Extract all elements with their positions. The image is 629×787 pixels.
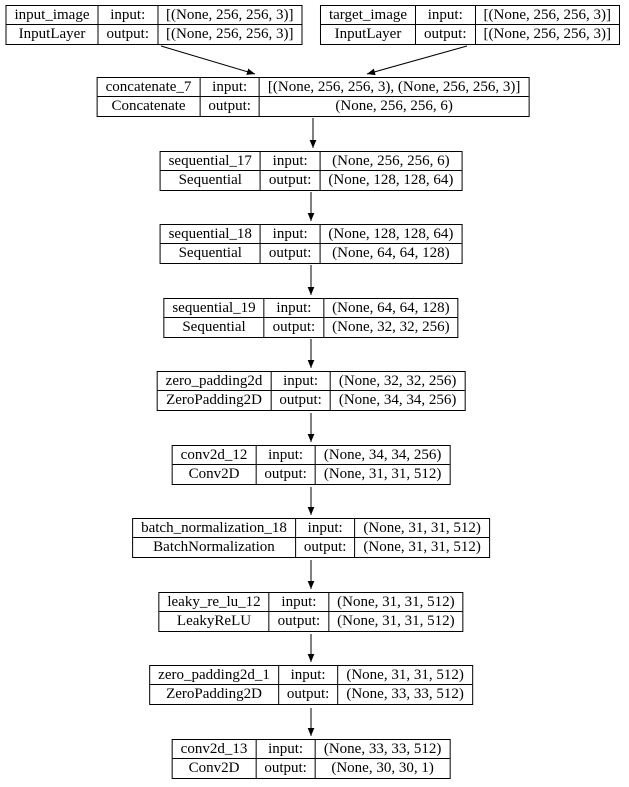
node-concatenate-7: [97, 77, 530, 117]
output-shape: (None, 32, 32, 256): [332, 319, 450, 335]
input-label: input:: [271, 372, 331, 391]
input-shape: (None, 128, 128, 64): [320, 225, 461, 244]
input-label: input:: [270, 593, 330, 612]
output-label: output:: [200, 97, 260, 116]
layer-class: InputLayer: [7, 25, 99, 44]
input-label: input:: [261, 225, 321, 244]
input-shape: (None, 31, 31, 512): [355, 519, 488, 538]
output-label: output:: [99, 25, 159, 44]
input-label: input:: [99, 6, 159, 25]
output-label: output:: [261, 171, 321, 190]
edge-target-image-to-concatenate: [367, 46, 467, 74]
layer-name: conv2d_13: [173, 740, 257, 759]
layer-name: target_image: [321, 6, 416, 25]
input-label: input:: [416, 6, 476, 25]
output-shape: (None, 30, 30, 1): [331, 760, 434, 776]
output-shape: (None, 34, 34, 256): [338, 392, 457, 408]
input-shape: (None, 64, 64, 128): [324, 299, 457, 318]
input-shape: (None, 34, 34, 256): [316, 446, 449, 465]
input-label: input:: [256, 446, 316, 465]
layer-class: Conv2D: [173, 759, 257, 778]
node-batch-normalization-18: [132, 518, 490, 558]
input-label: input:: [256, 740, 316, 759]
layer-class: ZeroPadding2D: [158, 391, 272, 410]
input-shape: (None, 31, 31, 512): [329, 593, 462, 612]
node-conv2d-13: [172, 739, 451, 779]
output-shape: (None, 31, 31, 512): [363, 539, 481, 555]
output-shape: (None, 31, 31, 512): [323, 466, 442, 482]
output-shape: [(None, 256, 256, 3)]: [483, 26, 612, 42]
node-input-image: [6, 5, 303, 45]
layer-class: InputLayer: [321, 25, 416, 44]
output-shape: [(None, 256, 256, 3)]: [166, 26, 294, 42]
layer-class: LeakyReLU: [159, 612, 269, 631]
node-sequential-19: [163, 298, 458, 338]
layer-name: input_image: [7, 6, 99, 25]
layer-name: zero_padding2d_1: [150, 666, 279, 685]
node-target-image: [320, 5, 620, 45]
node-zero-padding2d: [157, 371, 466, 411]
input-label: input:: [279, 666, 339, 685]
layer-name: sequential_18: [161, 225, 261, 244]
node-zero-padding2d-1: [149, 665, 473, 705]
edge-input-image-to-concatenate: [161, 46, 255, 74]
input-shape: [(None, 256, 256, 3)]: [158, 6, 301, 25]
output-shape: (None, 128, 128, 64): [328, 172, 454, 188]
output-label: output:: [416, 25, 476, 44]
output-label: output:: [261, 244, 321, 263]
output-label: output:: [256, 465, 316, 484]
input-shape: (None, 32, 32, 256): [331, 372, 464, 391]
output-shape: (None, 33, 33, 512): [346, 686, 464, 702]
layer-class: Concatenate: [98, 97, 201, 116]
output-shape: (None, 64, 64, 128): [332, 245, 450, 261]
layer-name: leaky_re_lu_12: [159, 593, 269, 612]
output-label: output:: [256, 759, 316, 778]
node-leaky-re-lu-12: [158, 592, 463, 632]
node-sequential-18: [160, 224, 463, 264]
output-label: output:: [296, 538, 356, 557]
layer-name: sequential_17: [161, 152, 261, 171]
output-label: output:: [265, 318, 325, 337]
output-shape: (None, 256, 256, 6): [335, 98, 453, 114]
output-label: output:: [271, 391, 331, 410]
input-shape: [(None, 256, 256, 3)]: [476, 6, 619, 25]
input-shape: (None, 33, 33, 512): [316, 740, 449, 759]
output-label: output:: [270, 612, 330, 631]
input-shape: (None, 31, 31, 512): [338, 666, 471, 685]
layer-class: Sequential: [161, 171, 261, 190]
input-shape: (None, 256, 256, 6): [320, 152, 461, 171]
layer-name: conv2d_12: [173, 446, 257, 465]
layer-name: sequential_19: [164, 299, 264, 318]
layer-class: ZeroPadding2D: [150, 685, 279, 704]
layer-name: batch_normalization_18: [133, 519, 296, 538]
layer-class: Sequential: [161, 244, 261, 263]
layer-class: Conv2D: [173, 465, 257, 484]
layer-name: concatenate_7: [98, 78, 201, 97]
input-label: input:: [265, 299, 325, 318]
layer-class: Sequential: [164, 318, 264, 337]
input-label: input:: [261, 152, 321, 171]
input-label: input:: [296, 519, 356, 538]
output-shape: (None, 31, 31, 512): [337, 613, 455, 629]
node-sequential-17: [160, 151, 463, 191]
output-label: output:: [279, 685, 339, 704]
input-label: input:: [200, 78, 260, 97]
input-shape: [(None, 256, 256, 3), (None, 256, 256, 3)]: [260, 78, 528, 97]
layer-name: zero_padding2d: [158, 372, 272, 391]
layer-class: BatchNormalization: [133, 538, 296, 557]
node-conv2d-12: [172, 445, 451, 485]
